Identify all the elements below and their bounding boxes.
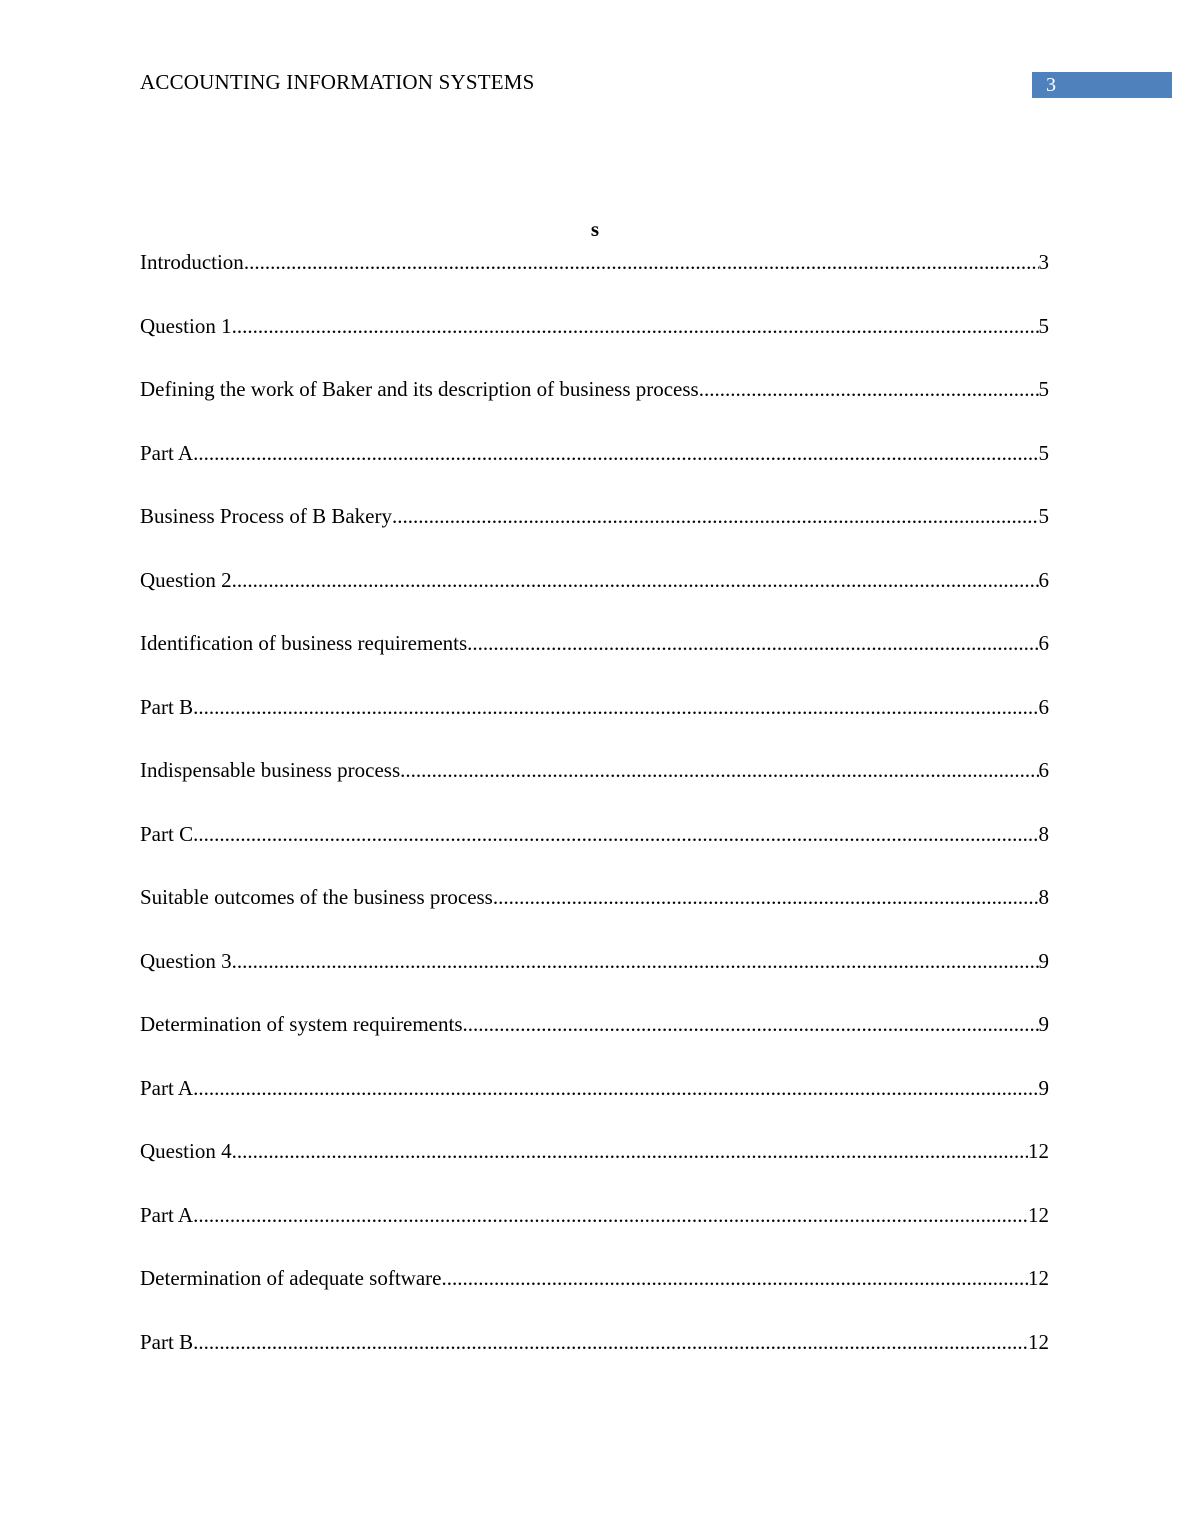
toc-dot-leader [193, 1326, 1028, 1358]
toc-entry-label: Introduction [140, 250, 244, 274]
toc-entry-identification-business-requirements[interactable] [140, 627, 1049, 691]
toc-entry-label: Question 3 [140, 948, 232, 973]
toc-entry-label: Business Process of B Bakery [140, 504, 392, 528]
toc-entry-label: Part A [140, 440, 194, 465]
toc-entry-part-a[interactable] [140, 1072, 1049, 1136]
toc-dot-leader [193, 437, 1038, 469]
toc-dot-leader [699, 373, 1039, 405]
toc-entry-label: Identification of business requirements [140, 631, 468, 655]
toc-dot-leader [493, 881, 1039, 913]
toc-entry-question-1[interactable] [140, 310, 1049, 374]
toc-dot-leader [232, 1135, 1028, 1167]
toc-entry-label: Question 2 [140, 567, 232, 592]
toc-entry-label: Indispensable business process [140, 758, 401, 782]
toc-entry-page: 5 [1038, 377, 1049, 401]
toc-dot-leader [400, 754, 1038, 786]
toc-entry-page: 6 [1038, 758, 1049, 782]
toc-dot-leader [441, 1262, 1028, 1294]
toc-entry-label: Part B [140, 1329, 194, 1354]
toc-entry-determination-system-requirements[interactable] [140, 1008, 1049, 1072]
toc-entry-label: Question 1 [140, 313, 232, 338]
toc-entry-part-b[interactable] [140, 1326, 1049, 1390]
toc-entry-label: Suitable outcomes of the business process [140, 885, 493, 909]
toc-entry-label: Part A [140, 1202, 194, 1227]
toc-dot-leader [193, 1072, 1038, 1104]
toc-entry-label: Part A [140, 1075, 194, 1100]
page-number-badge [1032, 72, 1172, 98]
toc-entry-page: 6 [1038, 567, 1049, 592]
toc-entry-page: 12 [1028, 1266, 1049, 1290]
toc-entry-part-a[interactable] [140, 1199, 1049, 1263]
toc-entry-label: Question 4 [140, 1139, 232, 1163]
toc-dot-leader [467, 627, 1038, 659]
toc-entry-page: 9 [1038, 1075, 1049, 1100]
toc-dot-leader [232, 945, 1039, 977]
toc-entry-page: 5 [1038, 504, 1049, 528]
toc-entry-defining-work-of-baker[interactable] [140, 373, 1049, 437]
toc-entry-part-a[interactable] [140, 437, 1049, 501]
toc-entry-page: 9 [1038, 1012, 1049, 1036]
toc-entry-page: 8 [1038, 821, 1049, 846]
header-title: ACCOUNTING INFORMATION SYSTEMS [140, 70, 535, 94]
toc-entry-label: Part B [140, 694, 194, 719]
toc-entry-page: 12 [1028, 1139, 1049, 1163]
toc-dot-leader [193, 818, 1038, 850]
page-header [0, 0, 1190, 110]
toc-dot-leader [463, 1008, 1039, 1040]
toc-entry-determination-adequate-software[interactable] [140, 1262, 1049, 1326]
toc-heading: s [590, 217, 600, 241]
toc-entry-suitable-outcomes[interactable] [140, 881, 1049, 945]
toc-entry-introduction[interactable] [140, 246, 1049, 310]
toc-entry-question-2[interactable] [140, 564, 1049, 628]
toc-dot-leader [232, 310, 1039, 342]
toc-dot-leader [244, 246, 1039, 278]
toc-entry-question-3[interactable] [140, 945, 1049, 1009]
toc-entry-label: Determination of adequate software [140, 1266, 442, 1290]
toc-entry-page: 12 [1028, 1202, 1049, 1227]
toc-entry-page: 5 [1038, 440, 1049, 465]
toc-entry-page: 8 [1038, 885, 1049, 909]
toc-entry-label: Determination of system requirements [140, 1012, 463, 1036]
toc-entry-indispensable-business-process[interactable] [140, 754, 1049, 818]
toc-entry-business-process-b-bakery[interactable] [140, 500, 1049, 564]
toc-entry-part-b[interactable] [140, 691, 1049, 755]
toc-entry-page: 6 [1038, 694, 1049, 719]
toc-entry-label: Defining the work of Baker and its description of business process [140, 377, 699, 401]
toc-entry-page: 6 [1038, 631, 1049, 655]
toc-entry-page: 9 [1038, 948, 1049, 973]
toc-entry-page: 5 [1038, 313, 1049, 338]
toc-dot-leader [392, 500, 1039, 532]
toc-dot-leader [193, 1199, 1028, 1231]
page-number: 3 [1046, 74, 1056, 96]
toc-entry-part-c[interactable] [140, 818, 1049, 882]
toc-dot-leader [232, 564, 1039, 596]
toc-entry-question-4[interactable] [140, 1135, 1049, 1199]
toc-dot-leader [193, 691, 1038, 723]
toc-entry-page: 12 [1028, 1329, 1049, 1354]
toc-entry-label: Part C [140, 821, 194, 846]
table-of-contents [140, 246, 1049, 1389]
toc-entry-page: 3 [1038, 250, 1049, 274]
